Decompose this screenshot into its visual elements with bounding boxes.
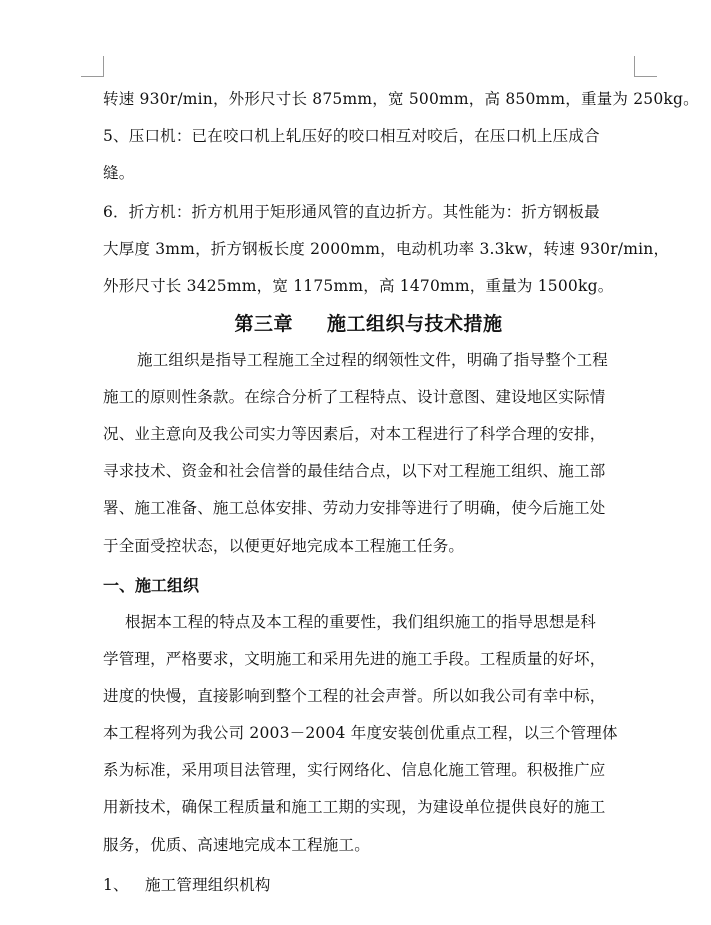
section-heading: 一、施工组织 <box>103 576 200 595</box>
paragraph-line: 施工的原则性条款。在综合分析了工程特点、设计意图、建设地区实际情 <box>103 388 606 406</box>
paragraph-line: 用新技术，确保工程质量和施工工期的实现，为建设单位提供良好的施工 <box>103 798 606 816</box>
chapter-title <box>103 310 634 338</box>
paragraph-line: 进度的快慢，直接影响到整个工程的社会声誉。所以如我公司有幸中标， <box>103 687 606 705</box>
subsection-heading <box>103 867 643 904</box>
text-line: 外形尺寸长 3425mm，宽 1175mm，高 1470mm，重量为 1500kg。 <box>103 277 614 295</box>
text-line: 6．折方机：折方机用于矩形通风管的直边折方。其性能为：折方钢板最 <box>103 203 600 221</box>
paragraph-line: 学管理，严格要求，文明施工和采用先进的施工手段。工程质量的好坏， <box>103 650 606 668</box>
paragraph-line: 署、施工准备、施工总体安排、劳动力安排等进行了明确，使今后施工处 <box>103 499 606 517</box>
page-margin-corner-top-left <box>81 56 104 77</box>
subsection-title: 施工管理组织机构 <box>145 876 271 894</box>
paragraph-line: 于全面受控状态，以便更好地完成本工程施工任务。 <box>103 537 465 555</box>
page-margin-corner-top-right <box>634 56 657 77</box>
paragraph-line: 况、业主意向及我公司实力等因素后，对本工程进行了科学合理的安排， <box>103 425 606 443</box>
paragraph-line: 根据本工程的特点及本工程的重要性，我们组织施工的指导思想是科 <box>125 613 597 631</box>
text-line: 转速 930r/min，外形尺寸长 875mm，宽 500mm，高 850mm，重量为 250kg。 <box>103 90 699 108</box>
paragraph-line: 本工程将列为我公司 2003－2004 年度安装创优重点工程，以三个管理体 <box>103 724 618 742</box>
text-line: 大厚度 3mm，折方钢板长度 2000mm，电动机功率 3.3kw，转速 930r/min， <box>103 240 670 258</box>
text-line: 5、压口机：已在咬口机上轧压好的咬口相互对咬后，在压口机上压成合 <box>103 127 600 145</box>
text-line: 缝。 <box>103 164 135 182</box>
chapter-number: 第三章 <box>234 313 293 335</box>
paragraph-line: 系为标准，采用项目法管理，实行网络化、信息化施工管理。积极推广应 <box>103 761 606 779</box>
paragraph-line: 服务，优质、高速地完成本工程施工。 <box>103 836 370 854</box>
subsection-number: 1、 <box>103 876 129 894</box>
paragraph-line: 寻求技术、资金和社会信誉的最佳结合点，以下对工程施工组织、施工部 <box>103 462 606 480</box>
paragraph-line: 施工组织是指导工程施工全过程的纲领性文件，明确了指导整个工程 <box>137 351 609 369</box>
chapter-name: 施工组织与技术措施 <box>327 313 503 335</box>
